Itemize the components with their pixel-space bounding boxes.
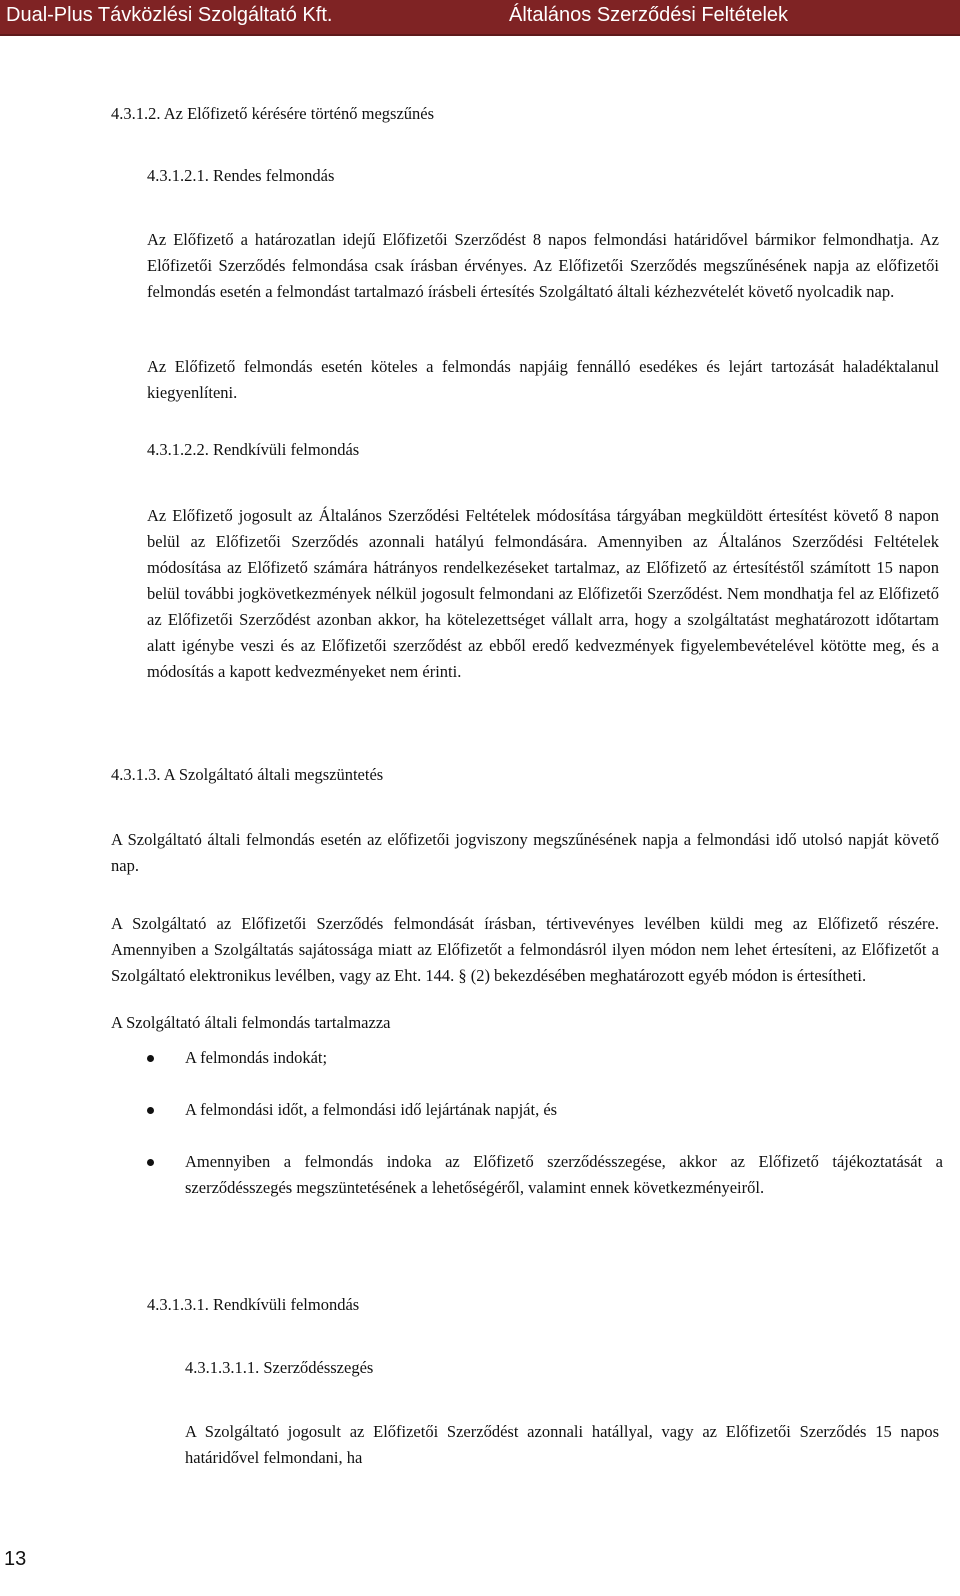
paragraph-outstanding-debt: Az Előfizető felmondás esetén köteles a felmondás napjáig fennálló esedékes és lejárt tartozását haladéktalanul kiegyenlíteni. xyxy=(147,357,939,402)
termination-contents-list xyxy=(147,1045,943,1201)
bullet-icon xyxy=(147,1107,154,1114)
bullet-icon xyxy=(147,1055,154,1062)
list-item-text: A felmondás indokát; xyxy=(185,1048,328,1067)
document-title: Általános Szerződési Feltételek xyxy=(509,4,789,26)
paragraph-provider-termination-date: A Szolgáltató általi felmondás esetén az előfizetői jogviszony megszűnésének napja a felmondási idő utolsó napját követő nap. xyxy=(111,830,939,875)
list-item-text: A felmondási időt, a felmondási idő lejártának napját, és xyxy=(185,1100,558,1119)
list-item xyxy=(147,1097,943,1123)
company-name: Dual-Plus Távközlési Szolgáltató Kft. xyxy=(6,4,333,26)
paragraph-extraordinary-termination: Az Előfizető jogosult az Általános Szerződési Feltételek módosítása tárgyában megküldött értesítést követő 8 napon belül az Előfizetői Szerződés azonnali hatályú felmondására. Amennyiben az Általános Szerződési Feltételek módosítása az Előfizető számára hátrányos rendelkezéseket tartalmaz, az Előfizető az értesítéstől számított 15 napon belül további jogkövetkezmények nélkül jogosult felmondani az Előfizetői Szerződést. Nem mondhatja fel az Előfizető az Előfizetői Szerződést azonban akkor, ha kötelezettséget vállalt arra, hogy a szolgáltatást meghatározott időtartam alatt igénybe veszi és az Előfizetői szerződést az ebből eredő kedvezmények figyelembevételével kötötte meg, és a módosítás a kapott kedvezményeket nem érinti. xyxy=(147,506,939,681)
list-item xyxy=(147,1045,943,1071)
list-item-text: Amennyiben a felmondás indoka az Előfizető szerződésszegése, akkor az Előfizető tájékoztatását a szerződésszegés megszüntetésének a lehetőségéről, valamint ennek következményeiről. xyxy=(185,1152,943,1197)
paragraph-breach-of-contract: A Szolgáltató jogosult az Előfizetői Szerződést azonnali hatállyal, vagy az Előfizetői Szerződés 15 napos határidővel felmondani, ha xyxy=(185,1422,939,1467)
heading-4-3-1-2-2: 4.3.1.2.2. Rendkívüli felmondás xyxy=(147,440,360,459)
paragraph-ordinary-termination: Az Előfizető a határozatlan idejű Előfizetői Szerződést 8 napos felmondási határidővel bármikor felmondhatja. Az Előfizetői Szerződés felmondása csak írásban érvényes. Az Előfizetői Szerződés megszűnésének napja az előfizetői felmondás esetén a felmondást tartalmazó írásbeli értesítés Szolgáltató általi kézhezvételét követő nyolcadik nap. xyxy=(147,230,939,301)
page-number: 13 xyxy=(4,1548,27,1570)
heading-4-3-1-2: 4.3.1.2. Az Előfizető kérésére történő megszűnés xyxy=(111,104,435,123)
heading-4-3-1-3-1-1: 4.3.1.3.1.1. Szerződésszegés xyxy=(185,1358,374,1377)
heading-4-3-1-3-1: 4.3.1.3.1. Rendkívüli felmondás xyxy=(147,1295,360,1314)
bullet-icon xyxy=(147,1159,154,1166)
paragraph-termination-contents: A Szolgáltató általi felmondás tartalmazza xyxy=(111,1013,391,1032)
paragraph-provider-termination-notice: A Szolgáltató az Előfizetői Szerződés felmondását írásban, tértivevényes levélben küldi meg az Előfizető részére. Amennyiben a Szolgáltatás sajátossága miatt az Előfizetőt a felmondásról ilyen módon nem lehet értesíteni, az Előfizetőt a Szolgáltató elektronikus levélben, vagy az Eht. 144. § (2) bekezdésében meghatározott egyéb módon is értesítheti. xyxy=(111,914,939,985)
list-item xyxy=(147,1149,943,1201)
heading-4-3-1-3: 4.3.1.3. A Szolgáltató általi megszüntetés xyxy=(111,765,384,784)
heading-4-3-1-2-1: 4.3.1.2.1. Rendes felmondás xyxy=(147,166,335,185)
